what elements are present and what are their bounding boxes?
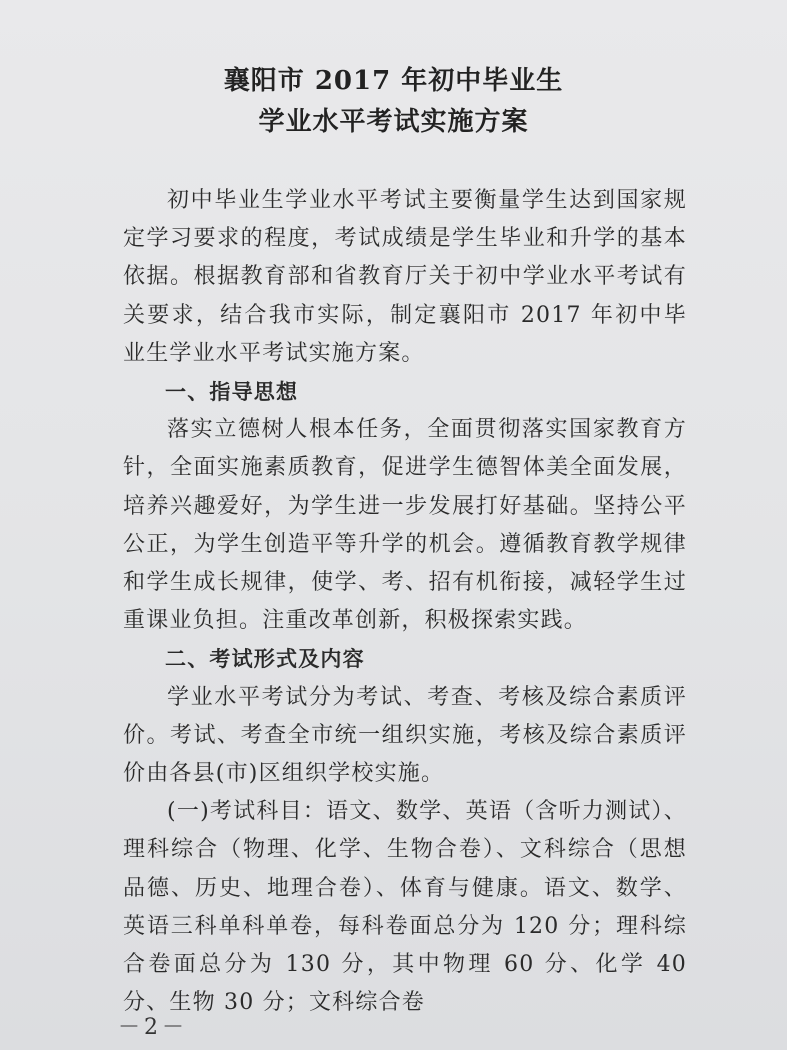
page-number: －2－ [118,1015,188,1040]
section-heading-exam-form: 二、考试形式及内容 [165,647,365,672]
section-heading-guiding-ideology: 一、指导思想 [165,380,299,405]
document-body [123,182,687,1022]
exam-subjects-paragraph: (一)考试科目：语文、数学、英语（含听力测试）、理科综合（物理、化学、生物合卷）、文科综合（思想品德、历史、地理合卷）、体育与健康。语文、数学、英语三科单科单卷，每科卷面总分为 120 分；理科综合卷面总分为 130 分，其中物理 60 分、化学 40 分、生物 30 分；文科综合卷 [123,799,687,1016]
document-title-line-1: 襄阳市 2017 年初中毕业生 [223,66,564,96]
guiding-ideology-paragraph: 落实立德树人根本任务，全面贯彻落实国家教育方针，全面实施素质教育，促进学生德智体美全面发展，培养兴趣爱好，为学生进一步发展打好基础。坚持公平公正，为学生创造平等升学的机会。遵循教育教学规律和学生成长规律，使学、考、招有机衔接，减轻学生过重课业负担。注重改革创新，积极探索实践。 [123,417,687,634]
document-title-line-2: 学业水平考试实施方案 [258,107,529,137]
intro-paragraph: 初中毕业生学业水平考试主要衡量学生达到国家规定学习要求的程度，考试成绩是学生毕业和升学的基本依据。根据教育部和省教育厅关于初中学业水平考试有关要求，结合我市实际，制定襄阳市 2017 年初中毕业生学业水平考试实施方案。 [123,188,687,366]
exam-form-paragraph: 学业水平考试分为考试、考查、考核及综合素质评价。考试、考查全市统一组织实施，考核及综合素质评价由各县(市)区组织学校实施。 [123,684,687,787]
